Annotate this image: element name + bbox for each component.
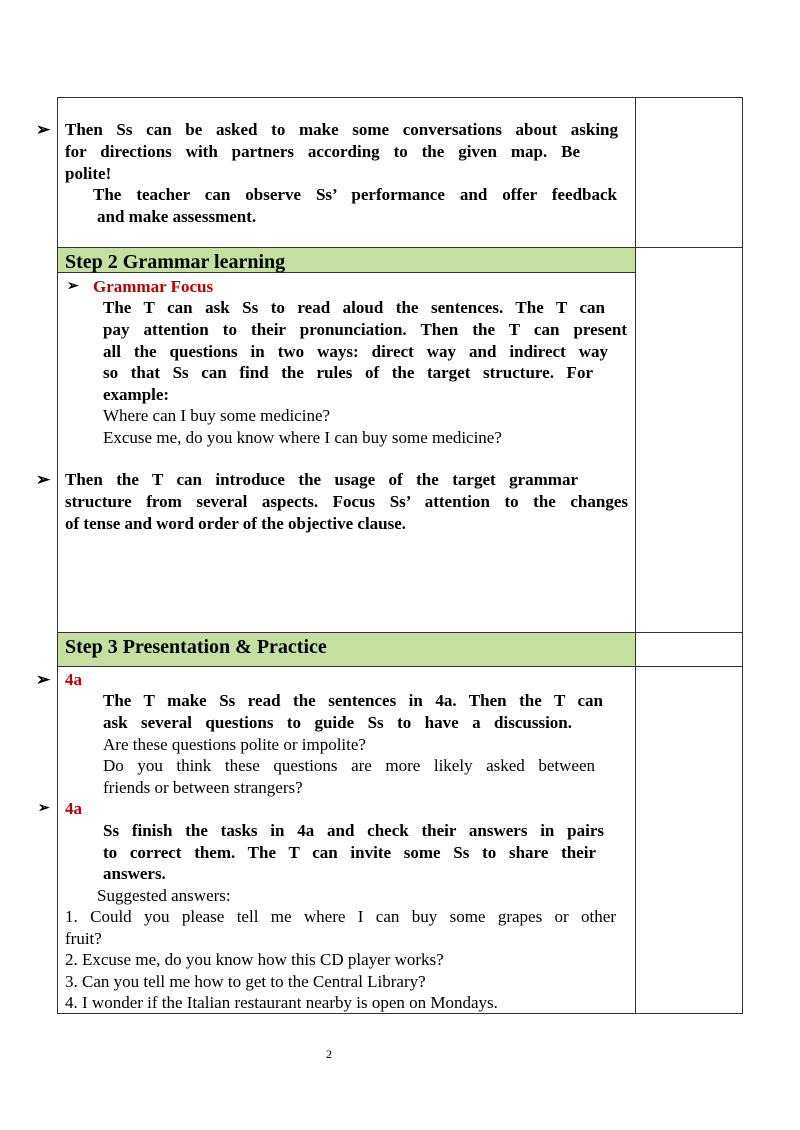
step2-line: pay attention to their pronunciation. Then the T can present — [103, 320, 627, 339]
bullet-arrow-icon: ➢ — [36, 120, 51, 139]
step2-line: The T can ask Ss to read aloud the sentences. The T can — [103, 298, 605, 317]
discussion-question: Do you think these questions are more likely asked between — [103, 756, 595, 775]
section1-line: Then Ss can be asked to make some conversations about asking — [65, 120, 618, 139]
step3-line: answers. — [103, 864, 166, 883]
suggested-answers-heading: Suggested answers: — [97, 886, 231, 905]
table-border-top — [57, 97, 743, 98]
page-number: 2 — [326, 1047, 332, 1061]
grammar-focus-label: Grammar Focus — [93, 277, 214, 296]
step2-para2-line: structure from several aspects. Focus Ss’ attention to the changes — [65, 492, 628, 511]
bullet-arrow-icon: ➢ — [36, 470, 51, 489]
step2-line: so that Ss can find the rules of the target structure. For — [103, 363, 593, 382]
bullet-arrow-icon: ➢ — [38, 801, 50, 816]
answer-line: fruit? — [65, 929, 102, 948]
step3-line: ask several questions to guide Ss to have a discussion. — [103, 713, 572, 732]
answer-line: 3. Can you tell me how to get to the Central Library? — [65, 972, 426, 991]
step2-line: example: — [103, 385, 170, 404]
table-border-left — [57, 97, 58, 1014]
step3-title: Step 3 Presentation & Practice — [65, 636, 327, 658]
example-sentence: Where can I buy some medicine? — [103, 406, 331, 425]
step3-line: to correct them. The T can invite some Ss to share their — [103, 843, 596, 862]
table-border-right — [742, 97, 743, 1014]
step2-para2-line: Then the T can introduce the usage of the target grammar — [65, 470, 578, 489]
step2-title: Step 2 Grammar learning — [65, 251, 286, 273]
section1-line: The teacher can observe Ss’ performance and offer feedback — [93, 185, 617, 204]
task-label-4a: 4a — [65, 670, 82, 689]
answer-line: 2. Excuse me, do you know how this CD player works? — [65, 950, 444, 969]
row-divider — [57, 666, 743, 667]
step3-line: Ss finish the tasks in 4a and check their answers in pairs — [103, 821, 604, 840]
task-label-4a: 4a — [65, 799, 82, 818]
section1-line: and make assessment. — [97, 207, 257, 226]
answer-line: 4. I wonder if the Italian restaurant nearby is open on Mondays. — [65, 993, 498, 1012]
section1-line: polite! — [65, 164, 112, 183]
discussion-question: friends or between strangers? — [103, 778, 303, 797]
column-divider — [635, 97, 636, 1014]
discussion-question: Are these questions polite or impolite? — [103, 735, 366, 754]
step2-para2-line: of tense and word order of the objective clause. — [65, 514, 407, 533]
bullet-arrow-icon: ➢ — [36, 670, 51, 689]
example-sentence: Excuse me, do you know where I can buy some medicine? — [103, 428, 502, 447]
bullet-arrow-icon: ➢ — [67, 279, 79, 294]
step2-line: all the questions in two ways: direct way and indirect way — [103, 342, 608, 361]
answer-line: 1. Could you please tell me where I can buy some grapes or other — [65, 907, 616, 926]
step3-line: The T make Ss read the sentences in 4a. Then the T can — [103, 691, 603, 710]
section1-line: for directions with partners according to the given map. Be — [65, 142, 580, 161]
